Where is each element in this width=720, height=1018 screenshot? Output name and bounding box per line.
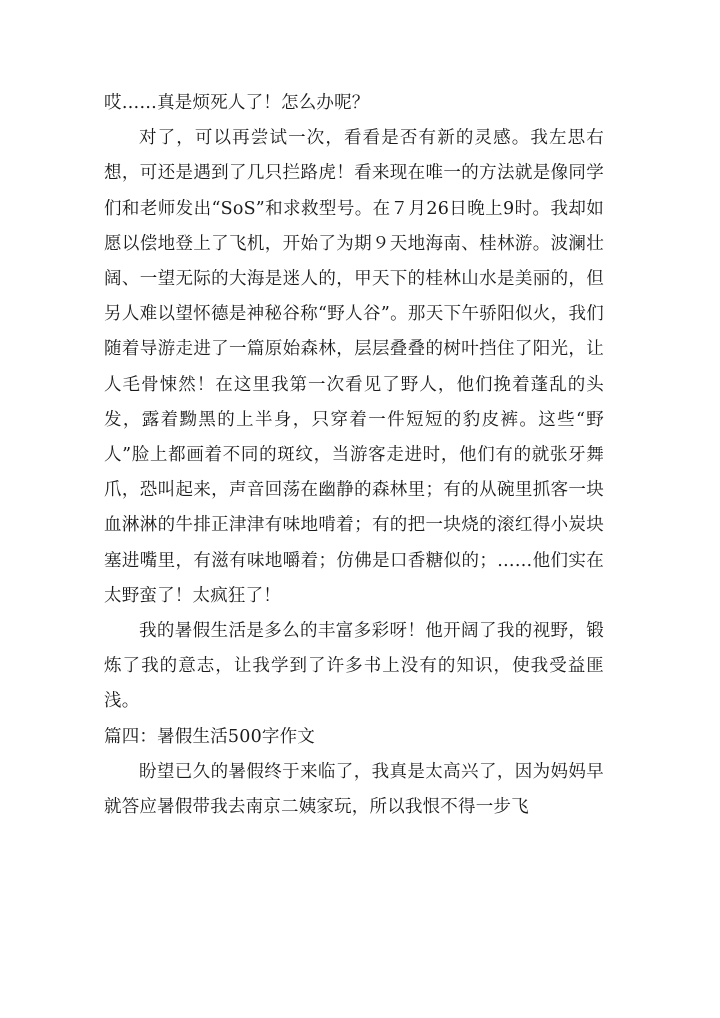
paragraph-next-essay: 盼望已久的暑假终于来临了，我真是太高兴了，因为妈妈早就答应暑假带我去南京二姨家玩，所以我恨不得一步飞	[104, 761, 604, 818]
paragraph-travel-story: 对了，可以再尝试一次，看看是否有新的灵感。我左思右想，可还是遇到了几只拦路虎！看来现在唯一的方法就是像同学们和老师发出“SoS”和求救型号。在７月26日晚上9时。我却如愿以偿地登上了飞机，开始了为期９天地海南、桂林游。波澜壮阔、一望无际的大海是迷人的，甲天下的桂林山水是美丽的，但另人难以望怀德是神秘谷称“野人谷”。那天下午骄阳似火，我们随着导游走进了一篇原始森林，层层叠叠的树叶挡住了阳光，让人毛骨悚然！在这里我第一次看见了野人，他们挽着蓬乱的头发，露着黝黑的上半身，只穿着一件短短的豹皮裤。这些“野人”脸上都画着不同的斑纹，当游客走进时，他们有的就张牙舞爪，恐叫起来，声音回荡在幽静的森林里；有的从碗里抓客一块血淋淋的牛排正津津有味地啃着；有的把一块烧的滚红得小炭块塞进嘴里，有滋有味地嚼着；仿佛是口香糖似的；……他们实在太野蛮了！太疯狂了！	[104, 128, 604, 606]
paragraph-summary: 我的暑假生活是多么的丰富多彩呀！他开阔了我的视野，锻炼了我的意志，让我学到了许多书上没有的知识，使我受益匪浅。	[104, 621, 604, 712]
document-page	[104, 86, 604, 825]
paragraph-opening: 哎……真是烦死人了！怎么办呢？	[104, 93, 370, 113]
section-heading: 篇四：暑假生活500字作文	[104, 726, 316, 747]
